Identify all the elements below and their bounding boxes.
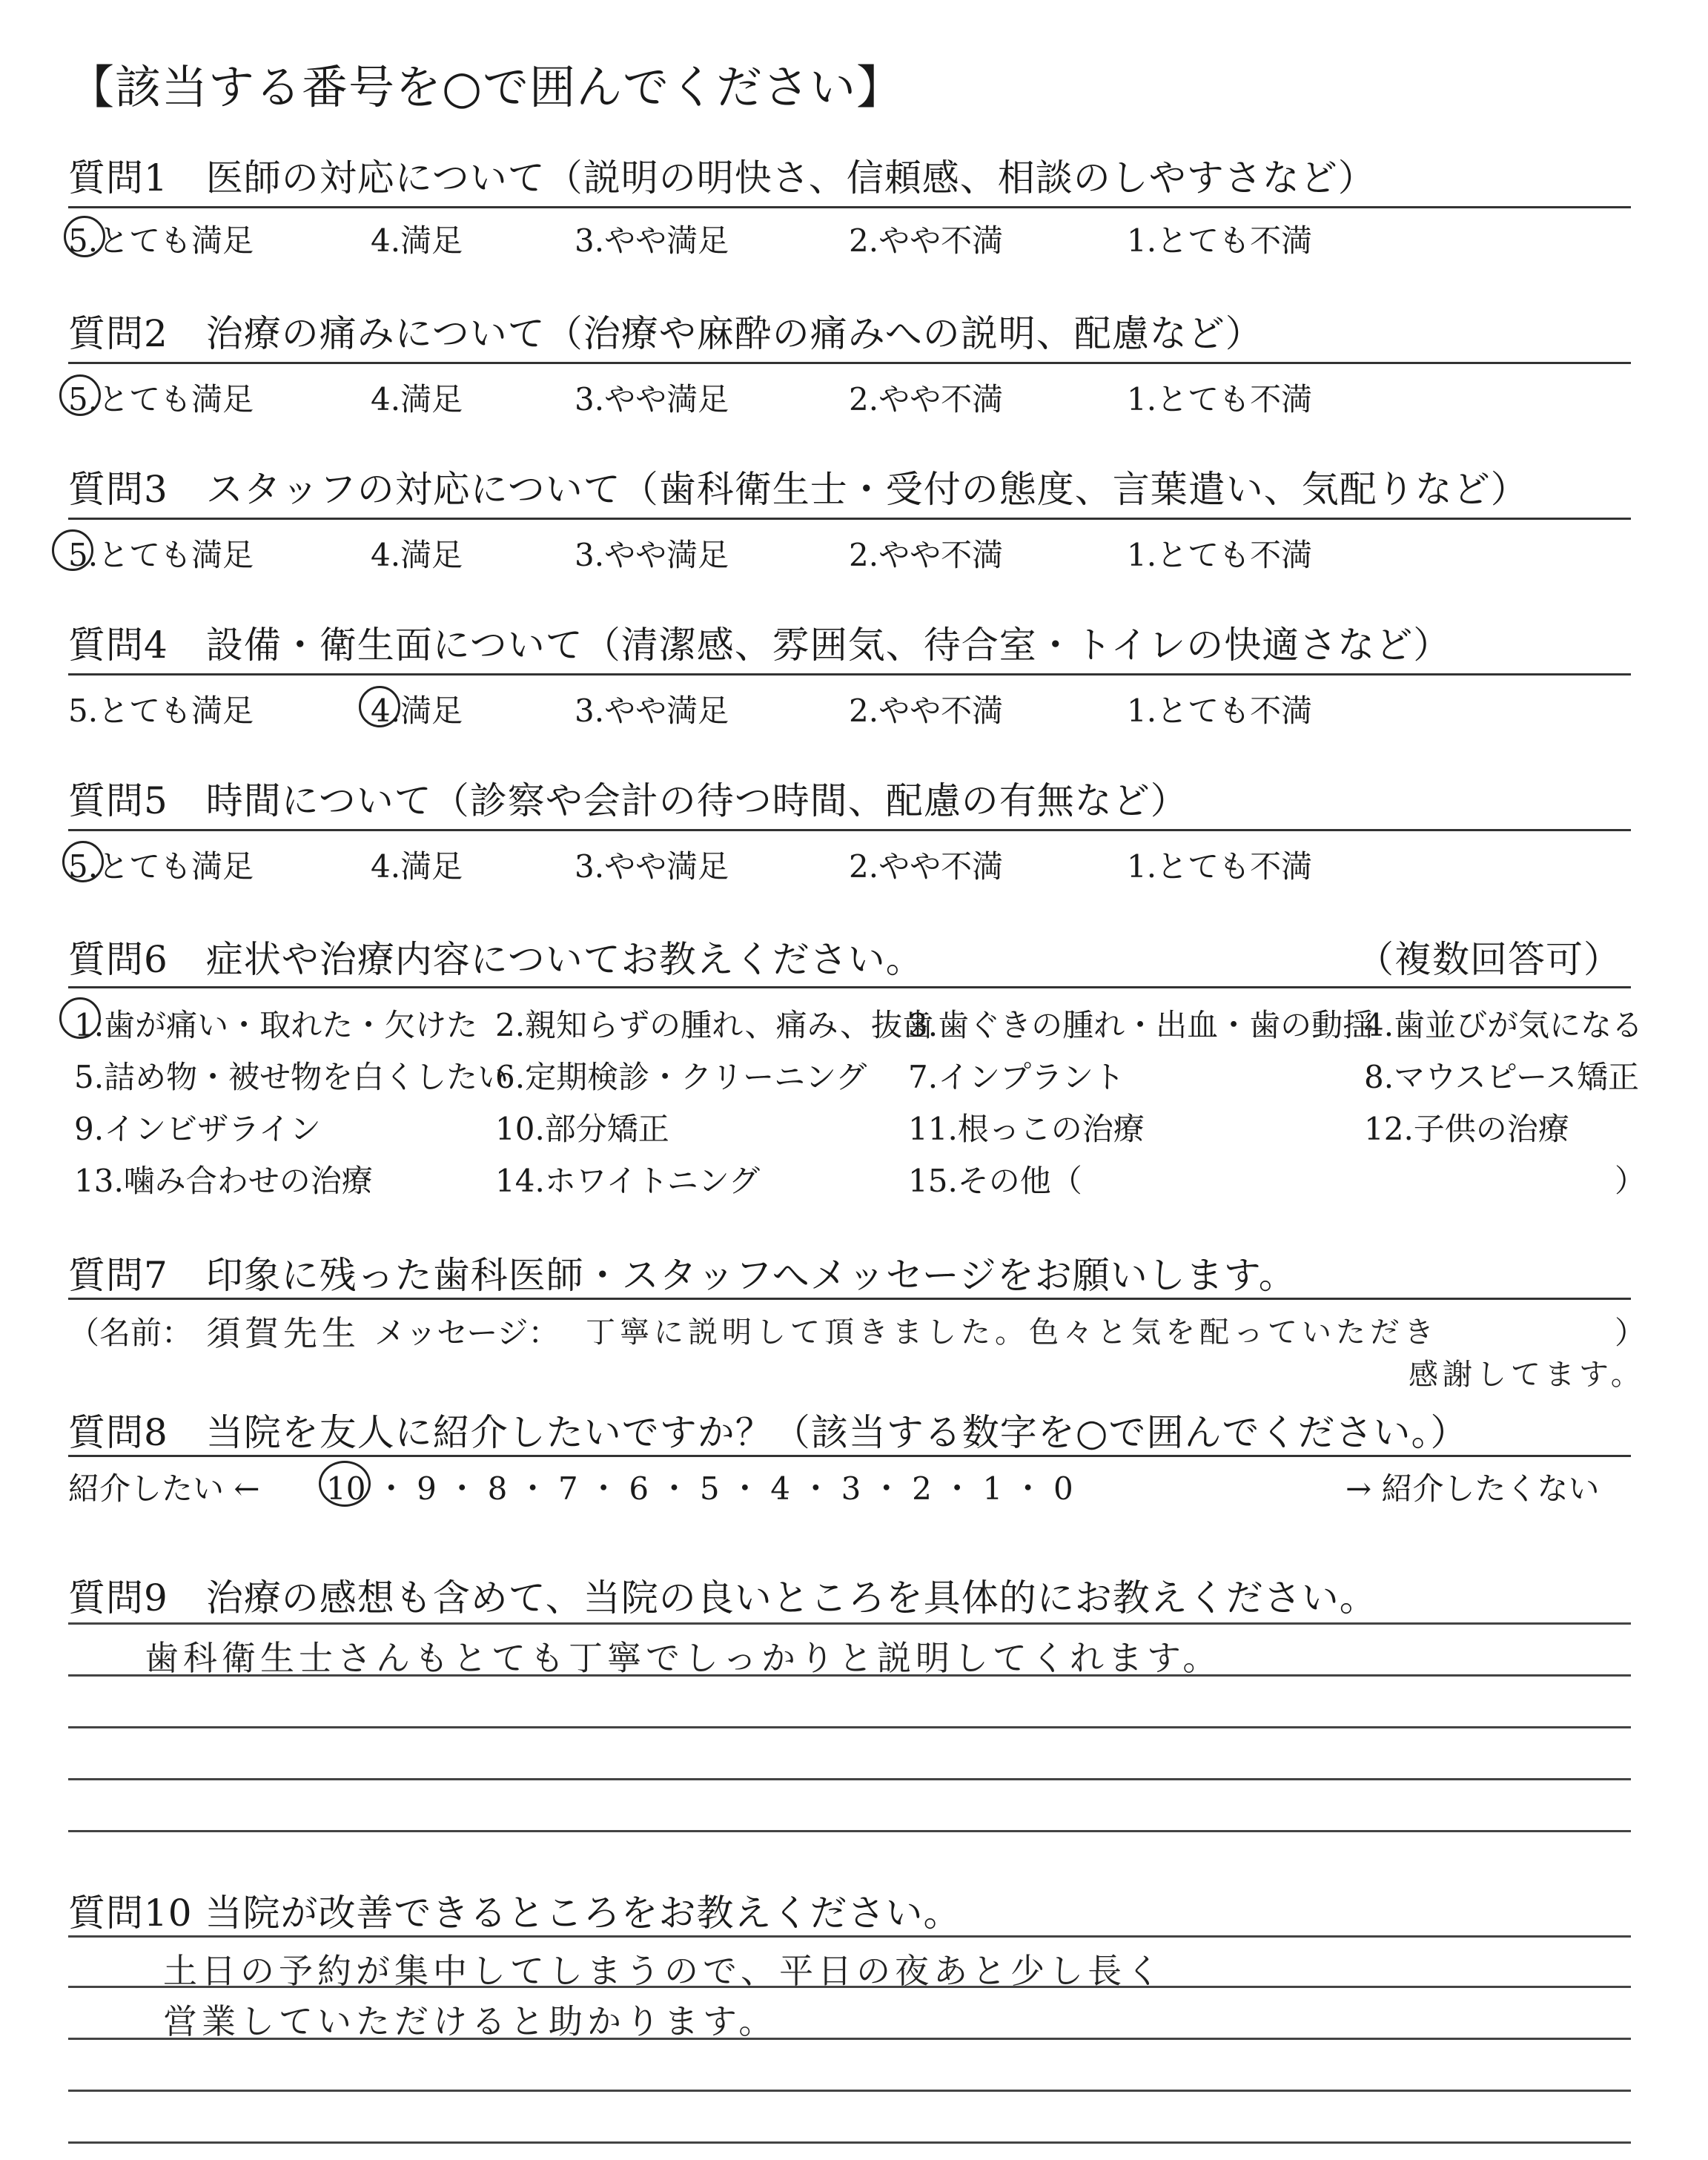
q10-answer-2[interactable]: 営業していただけると助かります。 xyxy=(163,2001,778,2041)
q7-close-paren: ） xyxy=(1615,1315,1646,1351)
instruction-heading: 【該当する番号を○で囲んでください】 xyxy=(68,60,904,114)
name-label: （名前： xyxy=(68,1315,193,1351)
option-2[interactable]: 2.やや不満 xyxy=(849,381,1004,417)
q6-option-10[interactable]: 10.部分矯正 xyxy=(495,1111,669,1147)
question-4-title: 質問4 設備・衛生面について（清潔感、雰囲気、待合室・トイレの快適さなど） xyxy=(68,624,1452,667)
q6-option-14[interactable]: 14.ホワイトニング xyxy=(495,1163,761,1199)
question-7-rule xyxy=(68,1298,1631,1300)
option-3[interactable]: 3.やや満足 xyxy=(575,848,729,885)
q6-option-12[interactable]: 12.子供の治療 xyxy=(1364,1111,1569,1147)
option-4[interactable]: 4.満足 xyxy=(371,381,463,417)
option-3[interactable]: 3.やや満足 xyxy=(575,693,729,729)
question-1-rule xyxy=(68,206,1631,208)
question-6-title: 質問6 症状や治療内容についてお教えください。 xyxy=(68,938,924,981)
q10-answer-1[interactable]: 土日の予約が集中してしまうので、平日の夜あと少し長く xyxy=(163,1951,1165,1991)
recommend-left-label: 紹介したい ← xyxy=(68,1470,260,1507)
option-1[interactable]: 1.とても不満 xyxy=(1127,222,1313,259)
answer-line xyxy=(68,2038,1631,2040)
name-value[interactable]: 須賀先生 xyxy=(206,1313,360,1353)
option-1[interactable]: 1.とても不満 xyxy=(1127,537,1313,573)
question-7-title: 質問7 印象に残った歯科医師・スタッフへメッセージをお願いします。 xyxy=(68,1254,1297,1297)
option-2[interactable]: 2.やや不満 xyxy=(849,222,1004,259)
q6-option-11[interactable]: 11.根っこの治療 xyxy=(908,1111,1145,1147)
q6-option-5[interactable]: 5.詰め物・被せ物を白くしたい xyxy=(74,1059,509,1095)
answer-line xyxy=(68,1986,1631,1988)
option-1[interactable]: 1.とても不満 xyxy=(1127,848,1313,885)
message-value[interactable]: 丁寧に説明して頂きました。色々と気を配っていただき xyxy=(586,1315,1438,1350)
answer-line xyxy=(68,2090,1631,2092)
message-label: メッセージ： xyxy=(374,1315,560,1351)
option-4[interactable]: 4.満足 xyxy=(371,693,463,729)
q6-option-15[interactable]: 15.その他（ xyxy=(908,1163,1082,1199)
question-10-title: 質問10 当院が改善できるところをお教えください。 xyxy=(68,1892,961,1935)
option-3[interactable]: 3.やや満足 xyxy=(575,537,729,573)
question-2-title: 質問2 治療の痛みについて（治療や麻酔の痛みへの説明、配慮など） xyxy=(68,312,1263,355)
q9-answer[interactable]: 歯科衛生士さんもとても丁寧でしっかりと説明してくれます。 xyxy=(145,1638,1222,1678)
question-8-title: 質問8 当院を友人に紹介したいですか？（該当する数字を○で囲んでください。） xyxy=(68,1411,1469,1454)
recommend-scale[interactable]: 10 ・ 9 ・ 8 ・ 7 ・ 6 ・ 5 ・ 4 ・ 3 ・ 2 ・ 1 ・ 0 xyxy=(326,1470,1073,1507)
answer-line xyxy=(68,1674,1631,1677)
question-2-rule xyxy=(68,362,1631,364)
q6-option-8[interactable]: 8.マウスピース矯正 xyxy=(1364,1059,1640,1095)
option-5[interactable]: 5.とても満足 xyxy=(68,848,254,885)
option-3[interactable]: 3.やや満足 xyxy=(575,222,729,259)
option-2[interactable]: 2.やや不満 xyxy=(849,537,1004,573)
option-2[interactable]: 2.やや不満 xyxy=(849,848,1004,885)
message-value-2[interactable]: 感謝してます。 xyxy=(1409,1358,1645,1392)
answer-line xyxy=(68,1726,1631,1728)
q6-option-9[interactable]: 9.インビザライン xyxy=(74,1111,321,1147)
option-2[interactable]: 2.やや不満 xyxy=(849,693,1004,729)
option-3[interactable]: 3.やや満足 xyxy=(575,381,729,417)
q6-option-4[interactable]: 4.歯並びが気になる xyxy=(1364,1007,1644,1043)
question-3-rule xyxy=(68,518,1631,520)
answer-line xyxy=(68,1935,1631,1938)
q6-option-6[interactable]: 6.定期検診・クリーニング xyxy=(495,1059,867,1095)
question-9-title: 質問9 治療の感想も含めて、当院の良いところを具体的にお教えください。 xyxy=(68,1576,1377,1619)
option-5[interactable]: 5.とても満足 xyxy=(68,693,254,729)
answer-line xyxy=(68,1622,1631,1625)
option-4[interactable]: 4.満足 xyxy=(371,222,463,259)
question-4-rule xyxy=(68,673,1631,676)
option-1[interactable]: 1.とても不満 xyxy=(1127,381,1313,417)
q6-option-3[interactable]: 3.歯ぐきの腫れ・出血・歯の動揺 xyxy=(908,1007,1374,1043)
option-5[interactable]: 5.とても満足 xyxy=(68,537,254,573)
q6-close-paren: ） xyxy=(1615,1163,1646,1199)
question-3-title: 質問3 スタッフの対応について（歯科衛生士・受付の態度、言葉遣い、気配りなど） xyxy=(68,468,1529,511)
question-5-rule xyxy=(68,829,1631,831)
question-1-title: 質問1 医師の対応について（説明の明快さ、信頼感、相談のしやすさなど） xyxy=(68,156,1376,199)
question-5-title: 質問5 時間について（診察や会計の待つ時間、配慮の有無など） xyxy=(68,779,1188,822)
question-6-rule xyxy=(68,986,1631,988)
answer-line xyxy=(68,1778,1631,1780)
q6-option-1[interactable]: 1.歯が痛い・取れた・欠けた xyxy=(74,1007,478,1043)
q6-option-2[interactable]: 2.親知らずの腫れ、痛み、抜歯 xyxy=(495,1007,934,1043)
q6-option-13[interactable]: 13.噛み合わせの治療 xyxy=(74,1163,373,1199)
question-6-note: （複数回答可） xyxy=(1357,938,1621,981)
answer-line xyxy=(68,1830,1631,1832)
recommend-right-label: → 紹介したくない xyxy=(1345,1470,1600,1507)
option-4[interactable]: 4.満足 xyxy=(371,848,463,885)
option-4[interactable]: 4.満足 xyxy=(371,537,463,573)
option-5[interactable]: 5.とても満足 xyxy=(68,381,254,417)
option-1[interactable]: 1.とても不満 xyxy=(1127,693,1313,729)
q6-option-7[interactable]: 7.インプラント xyxy=(908,1059,1125,1095)
answer-line xyxy=(68,2141,1631,2144)
option-5[interactable]: 5.とても満足 xyxy=(68,222,254,259)
question-8-rule xyxy=(68,1455,1631,1457)
